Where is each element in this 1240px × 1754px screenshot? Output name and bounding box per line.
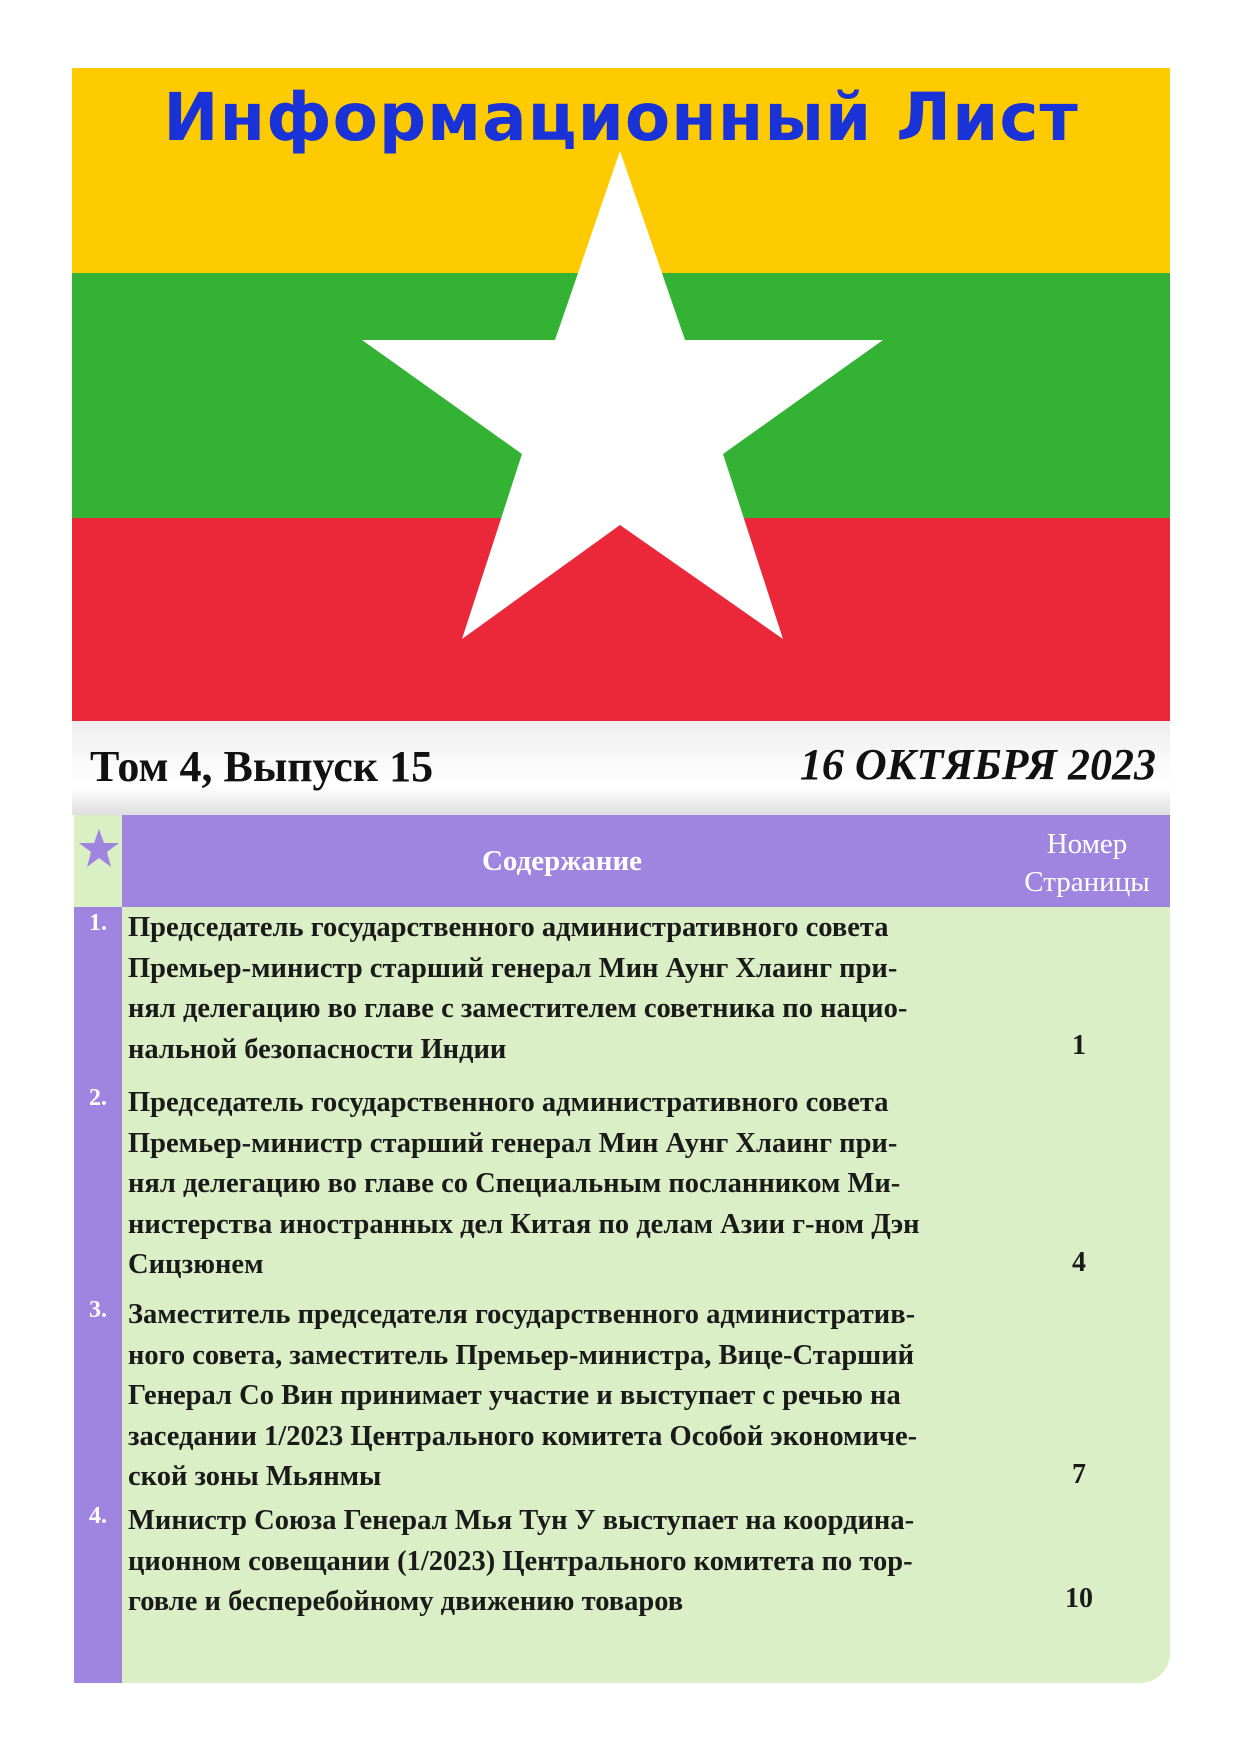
toc-item-line: ционном совещании (1/2023) Центрального комитета по тор-	[128, 1545, 913, 1577]
myanmar-flag	[72, 68, 1170, 721]
toc-item-line: нял делегацию во главе с заместителем советника по нацио-	[128, 993, 908, 1024]
flag-star-icon	[72, 68, 1170, 721]
toc-item-line: Премьер-министр старший генерал Мин Аунг Хлаинг при-	[128, 952, 898, 984]
toc-item-number: 4.	[89, 1503, 107, 1529]
toc-item-page: 1	[1072, 1030, 1086, 1061]
page-header-line-1: Номер	[1046, 828, 1128, 860]
corner-cell	[74, 815, 122, 907]
white-star-shape	[362, 151, 883, 639]
toc-item-number: 3.	[89, 1297, 107, 1323]
star-icon	[77, 827, 121, 871]
volume-issue-label: Том 4, Выпуск 15	[90, 742, 434, 791]
toc-item-line: нистерства иностранных дел Китая по делам Азии г-ном Дэн	[128, 1208, 920, 1240]
issue-bar	[72, 721, 1170, 815]
toc-item-number: 2.	[89, 1085, 107, 1111]
table-of-contents	[74, 815, 1170, 1683]
toc-item-line: Министр Союза Генерал Мья Тун У выступает на координа-	[128, 1505, 915, 1536]
toc-item-title	[128, 908, 994, 1070]
toc-item-title	[128, 1083, 994, 1286]
toc-item-line: Заместитель председателя государственного административ-	[128, 1299, 916, 1330]
toc-item-line: Сицзюнем	[128, 1249, 264, 1280]
toc-item-number: 1.	[89, 910, 107, 936]
toc-item-line: заседании 1/2023 Центрального комитета Особой экономиче-	[128, 1420, 918, 1452]
toc-item-line: Председатель государственного административного совета	[128, 1087, 889, 1118]
toc-item-line: ного совета, заместитель Премьер-министра, Вице-Старший	[128, 1339, 915, 1371]
toc-header-row	[122, 815, 1170, 907]
number-column-strip	[74, 815, 122, 1683]
toc-item-line: Генерал Со Вин принимает участие и выступает с речью на	[128, 1380, 901, 1411]
toc-item-line: нял делегацию во главе со Специальным посланником Ми-	[128, 1168, 901, 1199]
toc-item-page: 7	[1072, 1459, 1086, 1490]
toc-item-line: Премьер-министр старший генерал Мин Аунг Хлаинг при-	[128, 1127, 898, 1159]
toc-item-title	[128, 1295, 994, 1498]
toc-item-line: нальной безопасности Индии	[128, 1033, 507, 1065]
toc-item-line: Председатель государственного административного совета	[128, 912, 889, 943]
page-number-column-header	[1012, 825, 1162, 901]
toc-item-title	[128, 1501, 994, 1623]
toc-item-page: 10	[1065, 1583, 1093, 1614]
toc-item-page: 4	[1072, 1247, 1086, 1278]
newsletter-title: Информационный Лист	[163, 79, 1079, 156]
toc-item-line: ской зоны Мьянмы	[128, 1461, 382, 1492]
issue-date: 16 ОКТЯБРЯ 2023	[799, 740, 1156, 789]
contents-column-header: Содержание	[481, 845, 643, 877]
page-header-line-2: Страницы	[1024, 866, 1150, 898]
toc-item-line: говле и бесперебойному движению товаров	[128, 1586, 684, 1617]
